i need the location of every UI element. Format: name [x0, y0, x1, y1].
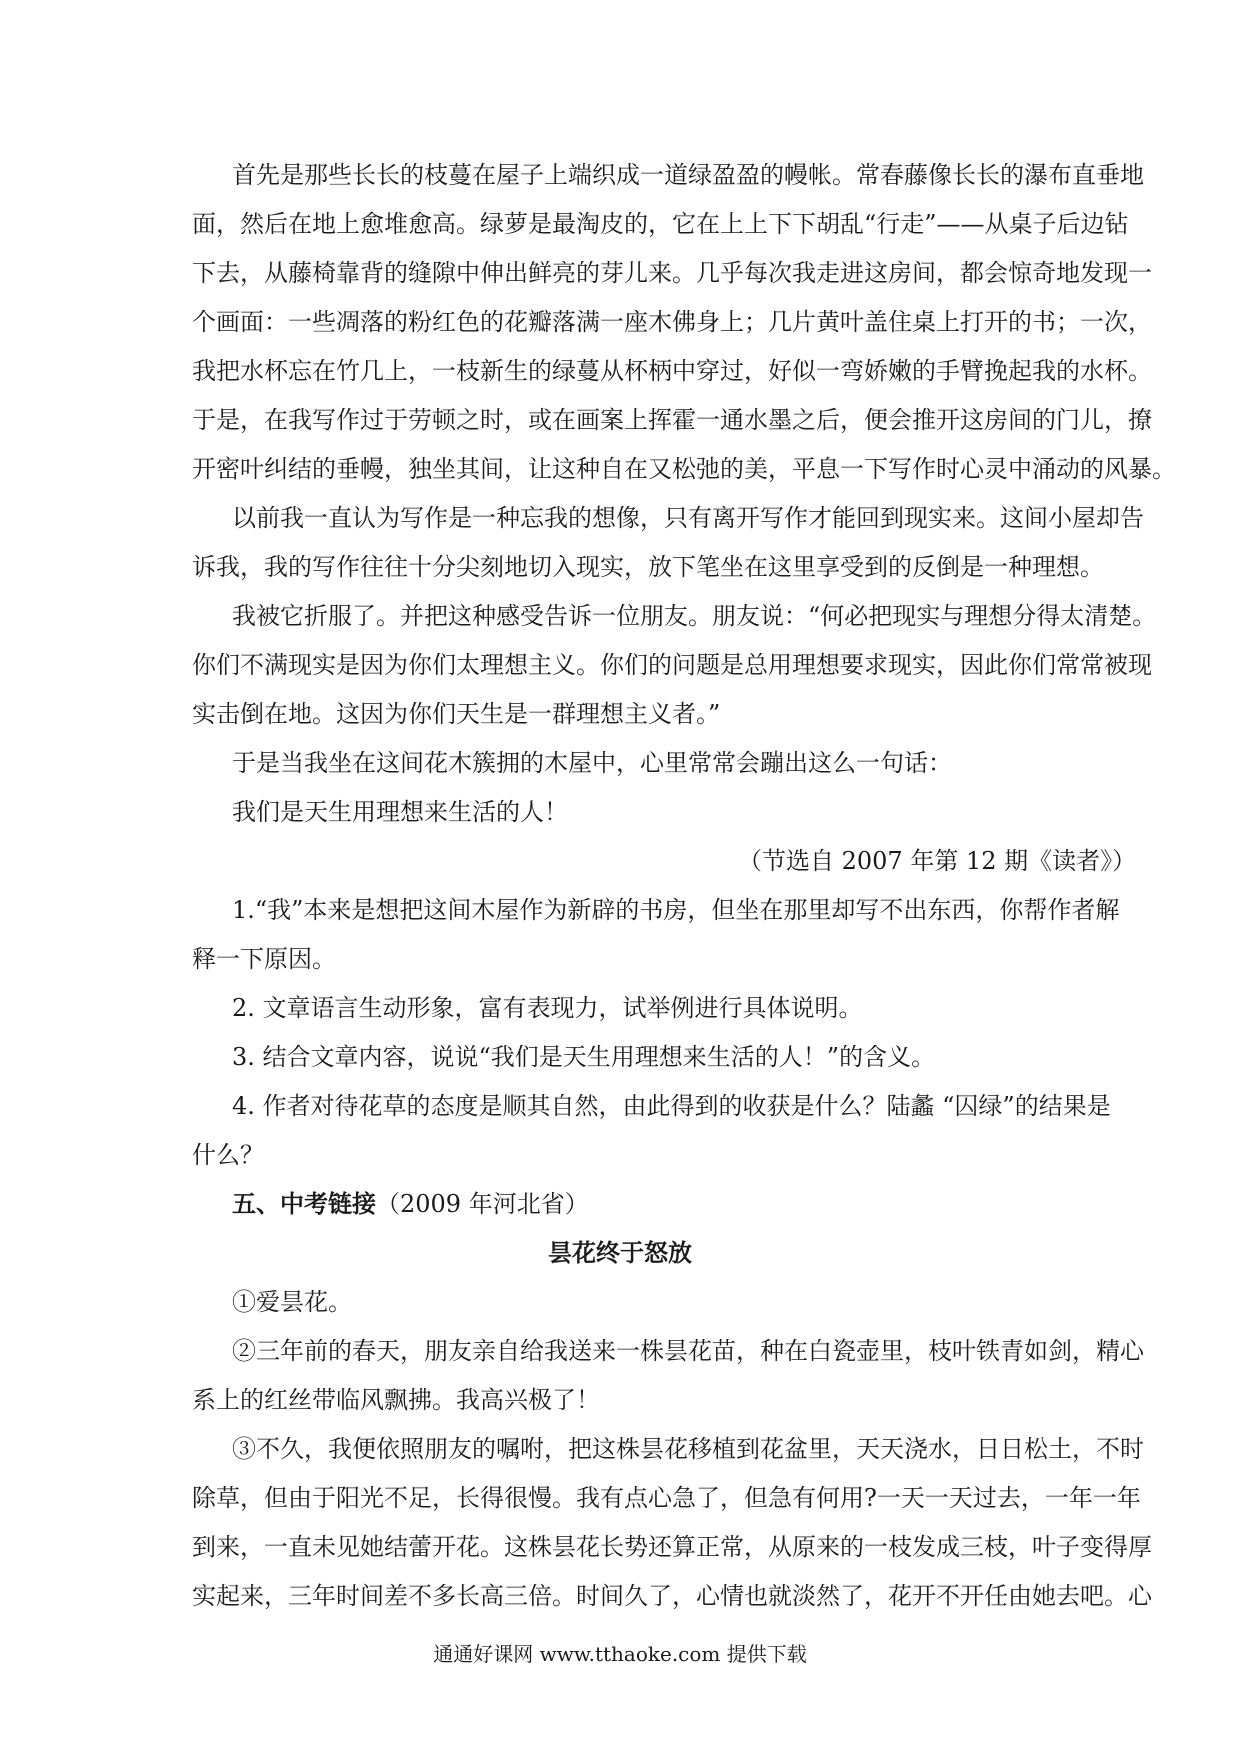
passage1-para1-line5: 我把水杯忘在竹几上，一枝新生的绿蔓从杯柄中穿过，好似一弯娇嫩的手臂挽起我的水杯。: [192, 357, 1152, 385]
section5-note: （2009 年河北省）: [376, 1190, 589, 1218]
question2: 2. 文章语言生动形象，富有表现力，试举例进行具体说明。: [232, 994, 863, 1022]
passage1-para1-line3: 下去，从藤椅靠背的缝隙中伸出鲜亮的芽儿来。几乎每次我走进这房间，都会惊奇地发现一: [192, 259, 1152, 287]
question4-line2: 什么？: [192, 1141, 264, 1169]
passage1-para2-line1: 以前我一直认为写作是一种忘我的想像，只有离开写作才能回到现实来。这间小屋却告: [232, 504, 1144, 532]
page-footer: 通通好课网 www.tthaoke.com 提供下载: [433, 1642, 807, 1666]
passage1-para1-line6: 于是，在我写作过于劳顿之时，或在画案上挥霍一通水墨之后，便会推开这房间的门儿，撩: [192, 406, 1152, 434]
passage2-p3-line1: ③不久，我便依照朋友的嘱咐，把这株昙花移植到花盆里，天天浇水，日日松土，不时: [232, 1435, 1144, 1463]
section5-heading: 五、中考链接: [232, 1189, 376, 1218]
passage1-para2-line2: 诉我，我的写作往往十分尖刻地切入现实，放下笔坐在这里享受到的反倒是一种理想。: [192, 553, 1104, 581]
passage2-p2-line2: 系上的红丝带临风飘拂。我高兴极了！: [192, 1386, 600, 1414]
question3: 3. 结合文章内容，说说“我们是天生用理想来生活的人！”的含义。: [232, 1043, 936, 1071]
passage1-para1-line2: 面，然后在地上愈堆愈高。绿萝是最淘皮的，它在上上下下胡乱“行走”——从桌子后边钻: [192, 210, 1129, 238]
passage2-p3-line2: 除草，但由于阳光不足，长得很慢。我有点心急了，但急有何用?一天一天过去，一年一年: [192, 1484, 1141, 1512]
passage1-para3-line1: 我被它折服了。并把这种感受告诉一位朋友。朋友说：“何必把现实与理想分得太清楚。: [232, 602, 1157, 630]
section5-heading-row: [232, 1189, 589, 1219]
question4-line1: 4. 作者对待花草的态度是顺其自然，由此得到的收获是什么？陆蠡 “囚绿”的结果是: [232, 1092, 1111, 1120]
passage1-source: （节选自 2007 年第 12 期《读者》）: [738, 847, 1137, 875]
passage2-p1: ①爱昙花。: [232, 1288, 352, 1316]
passage1-para1-line7: 开密叶纠结的垂幔，独坐其间，让这种自在又松弛的美，平息一下写作时心灵中涌动的风暴。: [192, 455, 1176, 483]
passage2-title: 昙花终于怒放: [548, 1238, 692, 1267]
passage2-p3-line4: 实起来，三年时间差不多长高三倍。时间久了，心情也就淡然了，花开不开任由她去吧。心: [192, 1582, 1152, 1610]
passage1-para4: 于是当我坐在这间花木簇拥的木屋中，心里常常会蹦出这么一句话：: [232, 749, 952, 777]
question1-line2: 释一下原因。: [192, 945, 336, 973]
passage1-para3-line2: 你们不满现实是因为你们太理想主义。你们的问题是总用理想要求现实，因此你们常常被现: [192, 651, 1152, 679]
passage2-p2-line1: ②三年前的春天，朋友亲自给我送来一株昙花苗，种在白瓷壶里，枝叶铁青如剑，精心: [232, 1337, 1144, 1365]
question1-line1: 1.“我”本来是想把这间木屋作为新辟的书房，但坐在那里却写不出东西，你帮作者解: [232, 896, 1120, 924]
passage1-para1-line4: 个画面：一些凋落的粉红色的花瓣落满一座木佛身上；几片黄叶盖住桌上打开的书；一次，: [192, 308, 1152, 336]
passage2-p3-line3: 到来，一直未见她结蕾开花。这株昙花长势还算正常，从原来的一枝发成三枝，叶子变得厚: [192, 1533, 1152, 1561]
passage1-para3-line3: 实击倒在地。这因为你们天生是一群理想主义者。”: [192, 700, 721, 728]
passage1-para1-line1: 首先是那些长长的枝蔓在屋子上端织成一道绿盈盈的幔帐。常春藤像长长的瀑布直垂地: [232, 161, 1144, 189]
passage1-para5: 我们是天生用理想来生活的人！: [232, 798, 568, 826]
